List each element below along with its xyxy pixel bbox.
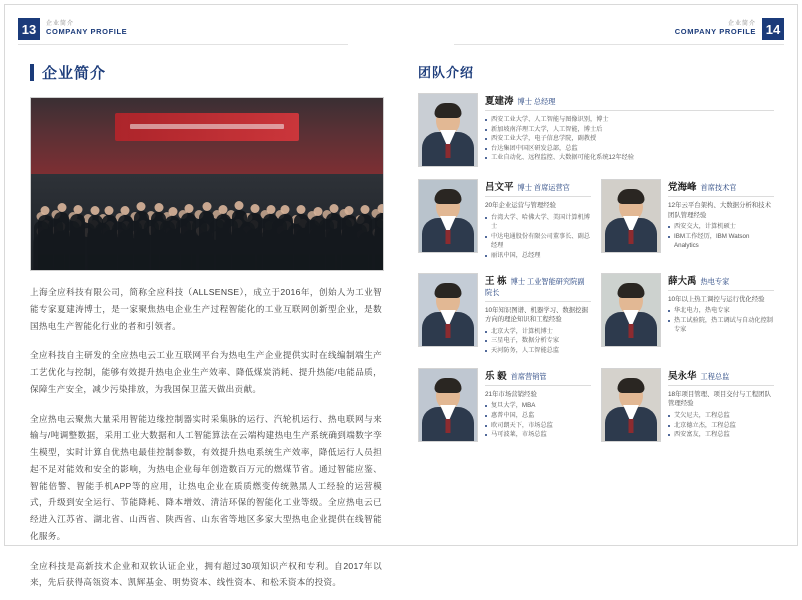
team-section [418, 62, 774, 442]
section-title-team [418, 62, 774, 81]
avatar [418, 368, 478, 442]
header-right-en: COMPANY PROFILE [674, 27, 756, 37]
member-bullet: 丽讯中国，总经理 [485, 251, 591, 261]
group-photo [30, 97, 384, 271]
header-rule-right [454, 44, 784, 45]
member-name: 吕文平 博士 首席运营官 [485, 182, 570, 193]
member-bullet-list [668, 222, 774, 251]
member-divider [485, 110, 774, 111]
header-rule-left [18, 44, 348, 45]
header-right [675, 18, 784, 40]
avatar-tie [446, 324, 451, 338]
member-bullet: 马可波莱，市场总监 [485, 430, 591, 440]
avatar-hair [618, 283, 645, 298]
header-left-cn: 企业简介 [46, 21, 75, 28]
member-summary: 20年企业运营与管理经验 [485, 202, 557, 209]
member-info [485, 368, 591, 442]
member-summary: 18年项目管理、项目交付与工程团队管理经验 [668, 390, 771, 408]
member-bullet: 工业自动化、远程监控、大数据可能化系统12年经验 [485, 153, 774, 163]
member-bullet: 天河防务，人工智能总监 [485, 346, 591, 356]
company-paragraph-1: 上海全应科技有限公司，简称全应科技（ALLSENSE），成立于2016年，创始人为工业智能专家夏建涛博士，是一家聚焦热电企业生产过程智能化的工业互联网创新型企业，是数国热电生产智能化行业的者和引领者。 [30, 287, 382, 331]
member-bullet: IBM工作经历，IBM Watson Analytics [668, 232, 774, 251]
member-info [668, 368, 774, 442]
member-role: 热电专家 [700, 276, 730, 286]
avatar-tie [446, 419, 451, 433]
member-role: 首席营销管 [510, 371, 547, 381]
member-bullet: 中达电通股份有限公司董事长、副总经理 [485, 232, 591, 251]
company-profile-section [30, 62, 382, 600]
member-info [485, 273, 591, 356]
member-info [668, 179, 774, 261]
avatar-tie [446, 144, 451, 158]
avatar-tie [629, 324, 634, 338]
avatar [418, 273, 478, 347]
team-member-card [601, 273, 774, 356]
member-role: 博士 总经理 [517, 97, 556, 106]
member-divider [668, 290, 774, 291]
section-title-team-text: 团队介绍 [418, 65, 475, 80]
member-summary: 12年云平台架构、大数据分析和技术团队管理经验 [668, 202, 771, 219]
section-accent-bar [30, 64, 34, 81]
member-bullet: 西安工业大学、人工智能与图像识别，博士 [485, 115, 774, 125]
member-bullet: 新加坡南洋理工大学，人工智能，博士后 [485, 125, 774, 135]
team-grid [418, 93, 774, 442]
team-member-card [601, 179, 774, 261]
team-member-card [418, 93, 774, 167]
avatar-tie [629, 230, 634, 244]
avatar [601, 179, 661, 253]
section-title-text: 企业简介 [42, 65, 107, 82]
avatar-hair [435, 378, 462, 393]
member-divider [668, 385, 774, 386]
avatar-hair [435, 189, 462, 204]
team-member-card [418, 179, 591, 261]
company-paragraph-4: 全应科技是高新技术企业和双软认证企业，拥有超过30项知识产权和专利。自2017年以来，先后获得高瓴资本、凯辉基金、明势资本、线性资本、和松禾资本的投资。 [30, 560, 382, 588]
member-name: 夏建涛 博士 总经理 [485, 96, 556, 107]
member-divider [668, 196, 774, 197]
member-bullet: 惠普中国，总监 [485, 411, 591, 421]
avatar [418, 93, 478, 167]
member-info [485, 179, 591, 261]
team-member-card [601, 368, 774, 442]
member-bullet: 三星电子，数据分析专家 [485, 336, 591, 346]
avatar [601, 368, 661, 442]
avatar [601, 273, 661, 347]
member-bullet: 北京大学，计算机博士 [485, 327, 591, 337]
member-bullet: 西安工业大学，电子信息学院，副教授 [485, 134, 774, 144]
member-bullet: 台达集团中国区研发总部，总监 [485, 144, 774, 154]
member-name: 乐 毅 首席营销管 [485, 370, 547, 382]
member-bullet-list [485, 401, 591, 439]
member-bullet: 西安交大，计算机硕士 [668, 222, 774, 232]
member-bullet-list [485, 115, 774, 163]
photo-banner [115, 113, 298, 141]
avatar-tie [629, 419, 634, 433]
member-bullet: 热工试验院，热工调试与自动化控制专家 [668, 316, 774, 335]
team-member-card [418, 368, 591, 442]
member-bullet: 华北电力，热电专家 [668, 306, 774, 316]
member-name: 王 栋 博士 工业智能研究院副院长 [485, 275, 585, 297]
member-role: 博士 工业智能研究院副院长 [485, 276, 585, 297]
member-info [668, 273, 774, 356]
member-info [485, 93, 774, 167]
avatar-hair [435, 103, 462, 118]
header-right-cn: 企业简介 [727, 21, 756, 28]
member-summary: 10年以上热工调控与运行优化经验 [668, 295, 765, 303]
avatar [418, 179, 478, 253]
member-name: 吴永华 工程总监 [668, 370, 730, 382]
member-bullet: 台湾大学、哈佛大学、美国计算机博士 [485, 213, 591, 232]
avatar-hair [618, 378, 645, 393]
member-role: 博士 首席运营官 [517, 183, 570, 192]
avatar-tie [446, 230, 451, 244]
member-role: 工程总监 [700, 371, 730, 381]
section-title-company [30, 62, 382, 83]
member-role: 首席技术官 [700, 183, 737, 192]
member-bullet-list [668, 411, 774, 440]
member-divider [485, 196, 591, 197]
member-summary: 21年市场营销经验 [485, 390, 537, 398]
member-divider [485, 301, 591, 302]
member-bullet-list [668, 306, 774, 335]
header-left-text [46, 21, 127, 37]
page-number-right: 14 [762, 18, 784, 40]
member-divider [485, 385, 591, 386]
photo-crowd [31, 156, 383, 270]
header-left [18, 18, 127, 40]
team-member-card [418, 273, 591, 356]
header-left-en: COMPANY PROFILE [46, 27, 128, 37]
member-bullet: 艾欠尼夫，工程总监 [668, 411, 774, 421]
member-name: 党海峰 首席技术官 [668, 182, 737, 193]
member-bullet: 西安富友，工程总监 [668, 430, 774, 440]
member-bullet-list [485, 327, 591, 356]
member-name: 薛大禹 热电专家 [668, 275, 730, 287]
member-bullet: 北京德立杰，工程总监 [668, 421, 774, 431]
page-number-left: 13 [18, 18, 40, 40]
member-bullet-list [485, 213, 591, 261]
company-paragraph-3: 全应热电云聚焦大量采用智能边缘控制器实时采集脉的运行、汽轮机运行、热电联网与来输与/吨调整数据，采用工业大数据和人工智能算法在云端构建热电生产系统确到端数字孪生模型，实时计算自优热电最佳控制参数，有效提升热电系统生产效率，降低运行人员担起不足对能效和安全的影响，为热电企业每年创造数百万元的燃煤节省。通过智能应鉴、智能倍警、智能手机APP等的应用，让热电企业在质质燃变传统熟黑人工经验的运营模式，升级到安全运行、节能降耗、降本增效、清洁环保的智能化工业等级。全应热电云已经进入江苏省、湖北省、山西省、陕西省、山东省等地区多家大型热电企业提供在线智能化服务。 [30, 413, 382, 541]
member-summary: 10年知识图谱、机器学习、数据挖掘方向的理论知识和工程经验 [485, 306, 588, 324]
avatar-hair [435, 283, 462, 298]
member-bullet: 复旦大学，MBA [485, 401, 591, 411]
company-paragraph-2: 全应科技自主研发的全应热电云工业互联网平台为热电生产企业提供实时在线编制端生产工艺优化与控制，能够有效提升热电企业生产效率、降低煤炭消耗、提升热能/电能品质，保障生产安全，减少污染排放，为我国保卫蓝天做出贡献。 [30, 350, 382, 394]
member-bullet: 欧司朗天下，市场总监 [485, 421, 591, 431]
avatar-hair [618, 189, 645, 204]
header-right-text [675, 21, 756, 37]
